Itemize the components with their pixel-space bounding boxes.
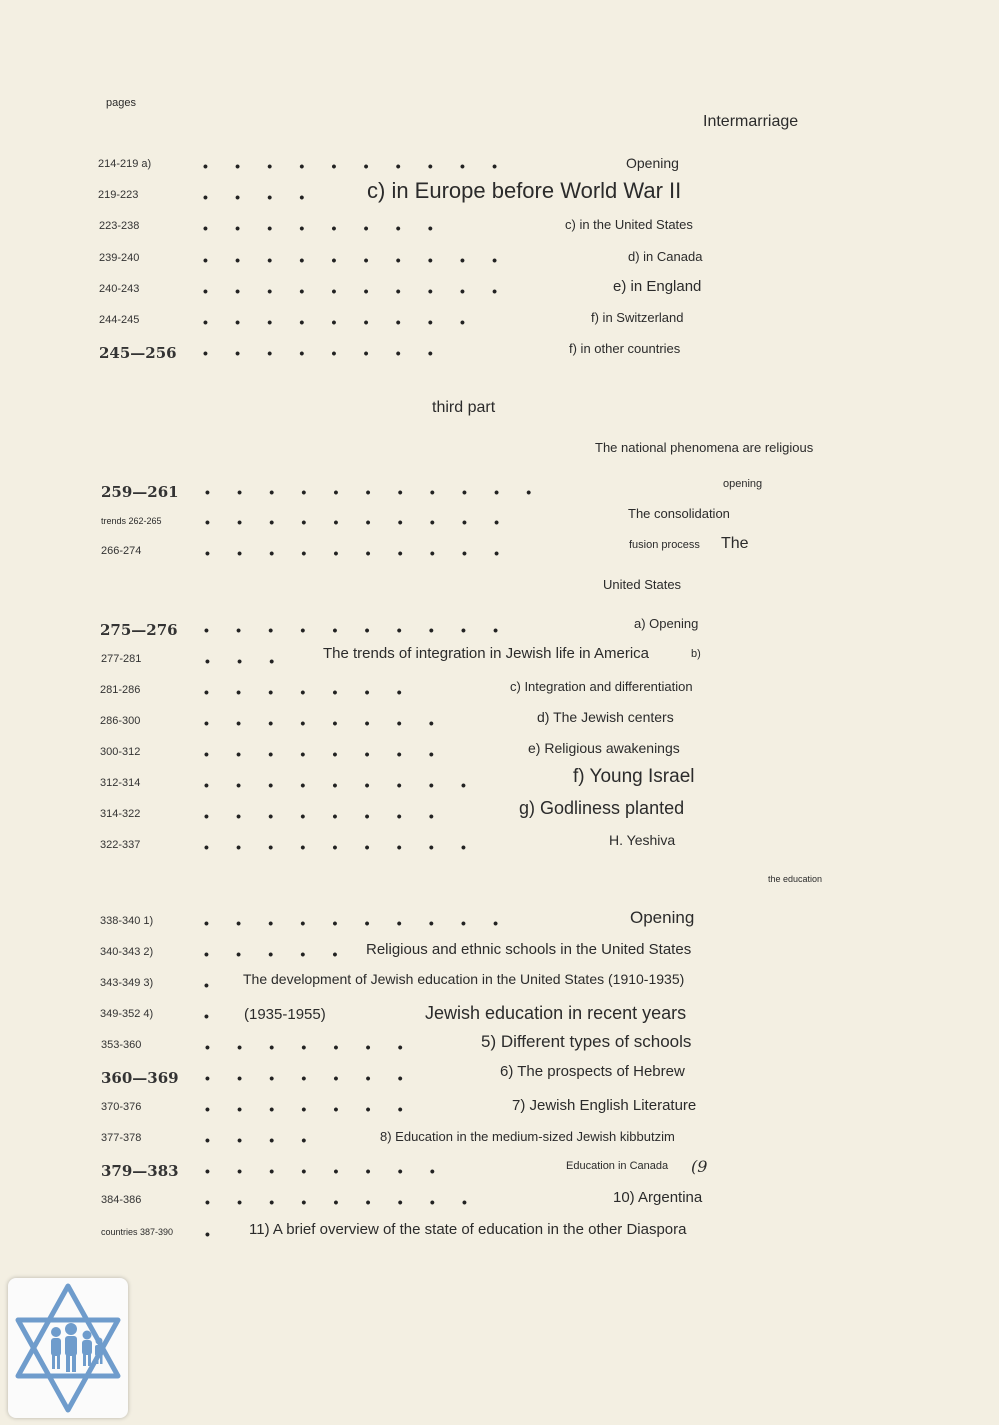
entry-title: c) in Europe before World War II	[367, 178, 682, 203]
page-range: 266-274	[101, 545, 142, 557]
entry-number: (9	[691, 1157, 708, 1176]
page-range: 286-300	[100, 715, 141, 727]
entry-title: Opening	[626, 155, 679, 171]
page-range: 244-245	[99, 314, 140, 326]
entry-title: c) in the United States	[565, 217, 693, 232]
leader-dots: • • • • • • • •	[205, 1163, 435, 1179]
leader-dots: • • • • • • •	[205, 1070, 403, 1086]
leader-dots: • • • • •	[204, 946, 338, 962]
entry-title: d) The Jewish centers	[537, 709, 674, 725]
leader-dots: •	[204, 977, 209, 993]
page-range: trends 262-265	[101, 516, 162, 526]
leader-dots: • • • • • • • • • •	[203, 252, 498, 268]
part-three-title: third part	[432, 399, 496, 416]
page-range: 259—261	[101, 483, 179, 501]
page-range: 312-314	[100, 777, 141, 789]
entry-title: opening	[723, 478, 763, 490]
leader-dots: • • • • • • • • •	[205, 1194, 467, 1210]
leader-dots: • • • • • • • •	[204, 808, 434, 824]
entry-title: The consolidation	[628, 506, 730, 521]
leader-dots: • • • • • • • •	[203, 220, 433, 236]
leader-dots: • • • • • • •	[205, 1101, 403, 1117]
entry-title: f) in other countries	[569, 341, 681, 356]
leader-dots: • • • • • • • •	[204, 746, 434, 762]
page-range: 300-312	[100, 746, 141, 758]
leader-dots: • • • •	[203, 189, 305, 205]
page-range: 343-349 3)	[100, 977, 154, 989]
page-range: countries 387-390	[101, 1227, 174, 1237]
entry-title: Religious and ethnic schools in the United States	[366, 941, 692, 958]
star-of-david-family-icon	[8, 1278, 128, 1418]
entry-title: 11) A brief overview of the state of education in the other Diaspora	[249, 1221, 687, 1238]
watermark-logo	[8, 1278, 128, 1418]
page-range: 322-337	[100, 839, 141, 851]
entry-title: g) Godliness planted	[519, 798, 685, 818]
page-range: 360—369	[101, 1069, 179, 1087]
entry-title: c) Integration and differentiation	[510, 679, 693, 694]
page-range: 240-243	[99, 283, 140, 295]
entry-title: Jewish education in recent years	[425, 1003, 687, 1023]
leader-dots: • • • • • • • • •	[204, 839, 466, 855]
page-range: 275—276	[100, 621, 178, 639]
entry-title: United States	[603, 577, 682, 592]
page-range: 338-340 1)	[100, 915, 154, 927]
leader-dots: •	[205, 1226, 210, 1242]
leader-dots: • • •	[205, 653, 275, 669]
section-title: Intermarriage	[703, 113, 799, 130]
entry-title: fusion process	[629, 539, 700, 551]
page-range: 340-343 2)	[100, 946, 154, 958]
page-range: 214-219 a)	[98, 158, 152, 170]
page-range: 219-223	[98, 189, 139, 201]
page-range: 314-322	[100, 808, 141, 820]
page-range: 353-360	[101, 1039, 142, 1051]
page-range: 384-386	[101, 1194, 142, 1206]
leader-dots: • • • •	[205, 1132, 307, 1148]
entry-title: d) in Canada	[628, 249, 703, 264]
leader-dots: • • • • • • • •	[204, 715, 434, 731]
entry-title: Opening	[630, 908, 695, 927]
entry-title: The trends of integration in Jewish life in America	[323, 645, 649, 662]
entry-title: 10) Argentina	[613, 1189, 703, 1206]
entry-title: 5) Different types of schools	[481, 1032, 692, 1051]
leader-dots: • • • • • • • • • •	[204, 622, 499, 638]
education-heading: the education	[768, 874, 823, 884]
entry-title: H. Yeshiva	[609, 832, 676, 848]
entry-years: (1935-1955)	[244, 1006, 326, 1023]
page-range: 277-281	[101, 653, 142, 665]
leader-dots: • • • • • • • • • •	[203, 283, 498, 299]
page-range: 281-286	[100, 684, 141, 696]
page-range: 377-378	[101, 1132, 142, 1144]
pages-column-label: pages	[106, 97, 136, 109]
leader-dots: • • • • • • •	[205, 1039, 403, 1055]
leader-dots: • • • • • • • • • • •	[205, 484, 532, 500]
leader-dots: •	[204, 1008, 209, 1024]
entry-title: Education in Canada	[566, 1160, 669, 1172]
entry-label: b)	[691, 648, 701, 660]
page-range: 370-376	[101, 1101, 142, 1113]
leader-dots: • • • • • • • • • •	[203, 158, 498, 174]
leader-dots: • • • • • • •	[204, 684, 402, 700]
entry-title: 7) Jewish English Literature	[512, 1097, 697, 1114]
leader-dots: • • • • • • • •	[203, 345, 433, 361]
entry-title: 6) The prospects of Hebrew	[500, 1063, 685, 1080]
page-range: 349-352 4)	[100, 1008, 154, 1020]
entry-title: 8) Education in the medium-sized Jewish kibbutzim	[380, 1129, 675, 1144]
page-range: 239-240	[99, 252, 140, 264]
leader-dots: • • • • • • • • •	[203, 314, 465, 330]
leader-dots: • • • • • • • • • •	[204, 915, 499, 931]
part-three-subtitle: The national phenomena are religious	[595, 440, 814, 455]
leader-dots: • • • • • • • • • •	[205, 545, 500, 561]
entry-title: f) in Switzerland	[591, 310, 684, 325]
entry-title: a) Opening	[634, 616, 699, 631]
leader-dots: • • • • • • • • •	[204, 777, 466, 793]
entry-title: f) Young Israel	[573, 766, 695, 787]
entry-title: e) Religious awakenings	[528, 740, 680, 756]
entry-title: e) in England	[613, 278, 702, 295]
page-range: 379—383	[101, 1162, 179, 1180]
page-range: 245—256	[99, 344, 177, 362]
leader-dots: • • • • • • • • • •	[205, 514, 500, 530]
page-range: 223-238	[99, 220, 140, 232]
entry-title-continued: The	[721, 535, 749, 552]
entry-title: The development of Jewish education in the United States (1910-1935)	[243, 971, 685, 987]
